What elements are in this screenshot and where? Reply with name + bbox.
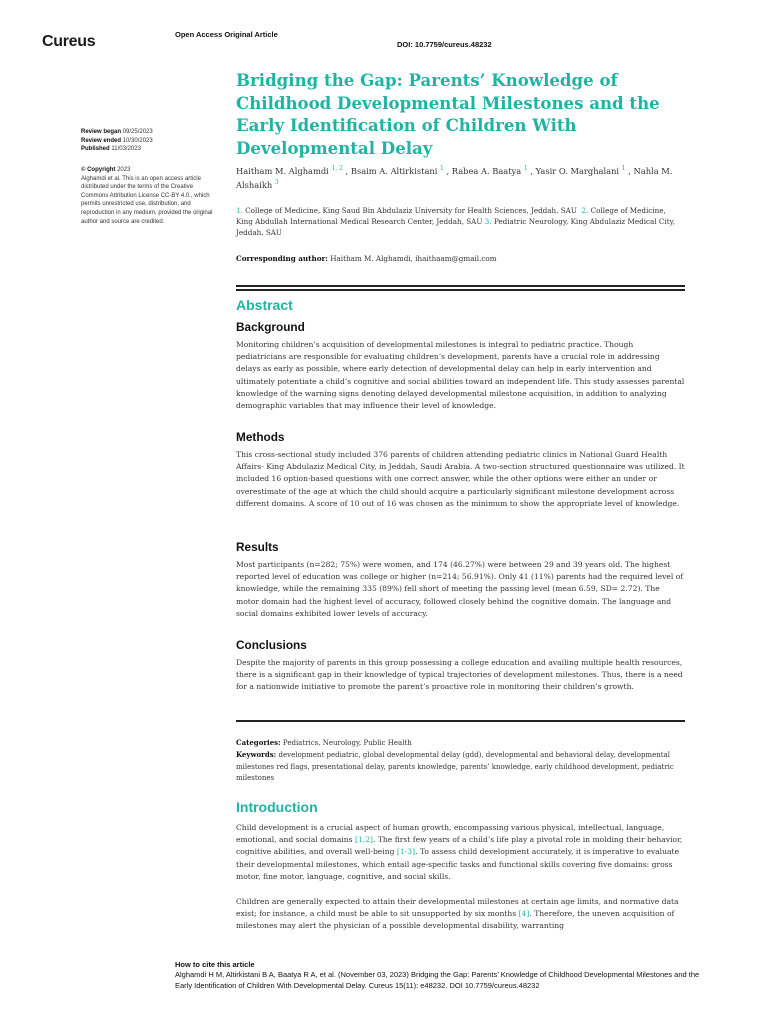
affil-text: Pediatric Neurology, King Abdulaziz Medical City, Jeddah, SAU (236, 217, 675, 237)
intro-paragraph-1: Child development is a crucial aspect of human growth, encompassing various physical, intellectual, language, emotional, and social domains [1,2]. The first few years of a child’s life play a pivotal role in molding their behavior, cognitive abilities, and overall well-being [1-3]. To assess child development accurately, it is imperative to evaluate their developmental milestones, which entail age-specific tasks and functional skills covering five domains: gross motor, fine motor, language, cognitive, and social skills. (236, 823, 683, 881)
reference-link[interactable]: [1,2] (355, 835, 374, 845)
license-text: Alghamdi et al. This is an open access article distributed under the terms of the Creative Commons Attribution License CC-BY 4.0., which permits unrestricted use, distribution, and reproduction in any medium, provided the original author and source are credited. (81, 175, 213, 225)
affil-number: 3. (484, 217, 492, 226)
methods-text: This cross-sectional study included 376 parents of children attending pediatric clinics in National Guard Health Affairs- King Abdulaziz Medical City, in Jeddah, Saudi Arabia. A two-section structured questionnaire was utilized. It included 16 option-based questions with one correct answer, while the other options were either an under or overestimate of the age at which the child should acquire a particularly significant milestone development across different domains. A score of 10 out of 16 was chosen as the minimum to show the appropriate level of knowledge. (236, 450, 685, 508)
author-affil-sup[interactable]: 1, 2 (331, 165, 343, 172)
conclusions-text: Despite the majority of parents in this group possessing a college education and availing multiple health resources, there is a significant gap in their knowledge of typical trajectories of development milestones. Thus, there is a need for a nationwide initiative to promote the parent’s proactive role in monitoring their children’s growth. (236, 658, 683, 692)
background-text: Monitoring children’s acquisition of developmental milestones is integral to pediatric practice. Though pediatricians are responsible for evaluating children’s development, parents have a crucial role in addressing delays as early as possible, where early detection of developmental delay can help in early intervention and ultimately potentiate a child’s cognitive and social abilities toward an independent life. This study assesses parental knowledge of the warning signs denoting delayed developmental milestone acquisition, in addition to analyzing demographic variables that may influence their level of knowledge. (236, 340, 685, 411)
review-began: Review began 09/25/2023 (81, 129, 153, 135)
doi-link[interactable]: DOI: 10.7759/cureus.48232 (397, 40, 492, 49)
cureus-logo[interactable]: Cureus (42, 33, 96, 50)
abstract-end-divider (236, 720, 685, 722)
author-affil-sup[interactable]: 1 (523, 165, 528, 172)
author-name[interactable]: Nahla M. Alshaikh (236, 165, 673, 190)
categories-line: Categories: Pediatrics, Neurology, Public Health (236, 738, 412, 747)
conclusions-heading: Conclusions (236, 638, 307, 652)
reference-link[interactable]: [1-3] (396, 847, 416, 857)
author-name[interactable]: Rabea A. Baatya (451, 165, 522, 176)
review-dates (81, 128, 221, 154)
citation-heading: How to cite this article (175, 960, 255, 969)
affil-text: College of Medicine, King Abdullah International Medical Research Center, Jeddah, SAU (236, 206, 666, 226)
copyright-line: © Copyright 2023 (81, 167, 131, 173)
section-divider (236, 285, 685, 291)
corresponding-author: Corresponding author: Haitham M. Alghamdi, ihaithaam@gmail.com (236, 254, 497, 263)
review-ended: Review ended 10/30/2023 (81, 137, 153, 144)
reference-link[interactable]: [4] (518, 909, 530, 919)
corresponding-email[interactable]: Haitham M. Alghamdi, ihaithaam@gmail.com (330, 254, 497, 263)
keywords-line: Keywords: development pediatric, global developmental delay (gdd), developmental and behavioral delay, developmental milestones red flags, presentational delay, parents knowledge, parents’ knowledge, early childhood development, pediatric milestones (236, 750, 674, 783)
intro-paragraph-2: Children are generally expected to attain their developmental milestones at certain age limits, and normative data exist; for instance, a child must be able to sit unsupported by six months [4]. Therefore, the uneven acquisition of milestones may alert the physician of a possible developmental disability, warranting (236, 897, 679, 931)
abstract-heading: Abstract (236, 297, 293, 313)
author-name[interactable]: Bsaim A. Altirkistani (350, 165, 438, 176)
affil-text: College of Medicine, King Saud Bin Abdulaziz University for Health Sciences, Jeddah, SAU (245, 206, 577, 215)
copyright-block (81, 166, 221, 226)
author-name[interactable]: Yasir O. Marghalani (535, 165, 620, 176)
article-type: Open Access Original Article (175, 30, 278, 39)
author-list: Haitham M. Alghamdi $^{1, 2}$ , Bsaim A. Altirkistani $^1$ , Rabea A. Baatya $^1$ , Yasir O. Marghalani $^1$ , Nahla M. Alshaikh $^3$ (236, 165, 673, 190)
article-title: Bridging the Gap: Parents’ Knowledge of Childhood Developmental Milestones and the Early Identification of Children With Developmental Delay (236, 70, 660, 158)
affil-number: 1. (236, 206, 243, 215)
categories-text: Pediatrics, Neurology, Public Health (282, 739, 412, 747)
results-text: Most participants (n=282; 75%) were women, and 174 (46.27%) were between 29 and 39 years old. The highest reported level of education was college or higher (n=214; 56.91%). Only 41 (11%) parents had the required level of knowledge, while the remaining 335 (89%) fell short of meeting the passing level (mean 6.59, SD= 2.72). The motor domain had the highest level of accuracy, followed closely behind the cognitive domain. The language and social domains exhibited lower levels of accuracy. (236, 560, 684, 618)
introduction-heading: Introduction (236, 799, 318, 815)
author-affil-sup[interactable]: 1 (621, 165, 626, 172)
author-affil-sup[interactable]: 1 (440, 165, 444, 172)
keywords-text: development pediatric, global developmental delay (gdd), developmental and behavioral delay, developmental milestones red flags, presentational delay, parents knowledge, parents’ knowledge, early childhood development, pediatric milestones (236, 751, 674, 783)
background-heading: Background (236, 320, 305, 334)
affil-number: 2. (581, 206, 589, 215)
methods-heading: Methods (236, 430, 285, 444)
author-affil-sup[interactable]: 3 (274, 178, 279, 186)
citation-text: Alghamdi H M, Altirkistani B A, Baatya R A, et al. (November 03, 2023) Bridging the Gap: Parents’ Knowledge of Childhood Developmental Milestones and the Early Identification of Children With Developmental Delay. Cureus 15(11): e48232. DOI 10.7759/cureus.48232 (175, 970, 700, 990)
published-date: Published 11/03/2023 (81, 146, 141, 153)
author-name[interactable]: Haitham M. Alghamdi (236, 165, 329, 176)
affiliations (236, 205, 684, 238)
results-heading: Results (236, 540, 279, 554)
